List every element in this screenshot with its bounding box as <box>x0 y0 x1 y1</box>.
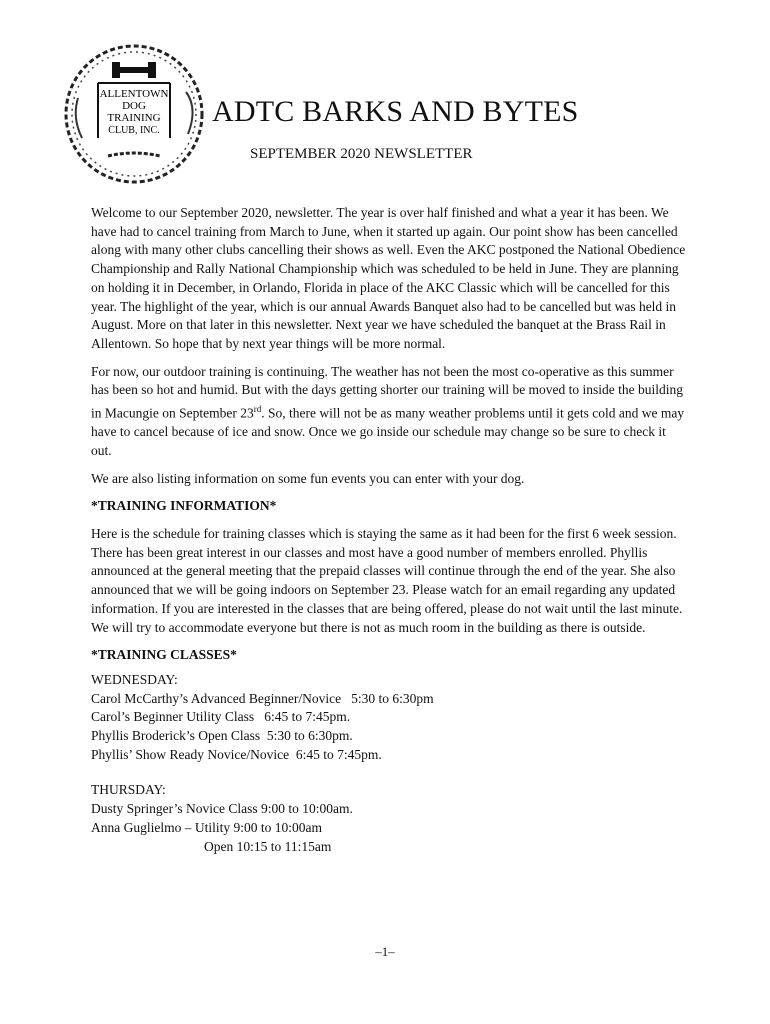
paragraph-schedule-info: Here is the schedule for training classes which is staying the same as it had been for the first 6 week session. There has been great interest in our classes and most have a good number of members enrolled. Phyllis announced at the general meeting that the prepaid classes will continue through the end of the year. She also announced that we will be going indoors on September 23. Please watch for an email regarding any updated information. If you are interested in the classes that are being offered, please do not wait until the last minute. We will try to accommodate everyone but there is not as much room in the building as there is outside. <box>91 526 683 635</box>
logo-line-3: TRAINING <box>107 112 161 124</box>
wednesday-schedule <box>91 671 689 765</box>
logo-line-2: DOG <box>122 100 146 112</box>
training-classes-heading: *TRAINING CLASSES* <box>91 647 237 663</box>
paragraph-outdoor-text-b: . So, there will not be as many weather problems until it gets cold and we may have to cancel because of ice and snow. Once we go inside our schedule may change so be sure to check it out. <box>91 405 685 458</box>
ordinal-suffix: rd <box>253 404 262 415</box>
paragraph-outdoor-text-a: For now, our outdoor training is continuing. The weather has not been the most co-operative as this summer has been so hot and humid. But with the days getting shorter our training will be moved to inside the building in Macungie on September 23 <box>91 363 684 421</box>
wednesday-label: WEDNESDAY: <box>91 671 178 687</box>
logo-line-4: CLUB, INC. <box>108 125 160 136</box>
paragraph-fun-events: We are also listing information on some fun events you can enter with your dog. <box>91 470 525 486</box>
class-entry-indented: Open 10:15 to 11:15am <box>204 838 332 854</box>
paragraph-outdoor-training <box>91 363 689 461</box>
class-entry: Carol’s Beginner Utility Class 6:45 to 7:45pm. <box>91 709 351 725</box>
class-entry: Dusty Springer’s Novice Class 9:00 to 10:00am. <box>91 801 353 817</box>
page-number: –1– <box>375 944 395 959</box>
newsletter-title: ADTC BARKS AND BYTES <box>212 95 579 128</box>
thursday-label: THURSDAY: <box>91 782 166 798</box>
newsletter-subtitle: SEPTEMBER 2020 NEWSLETTER <box>250 146 473 162</box>
logo-line-1: ALLENTOWN <box>99 88 169 100</box>
paragraph-welcome: Welcome to our September 2020, newsletter. The year is over half finished and what a year it has been. We have had to cancel training from March to June, when it started up again. Our point show has been cancelled along with many other clubs cancelling their shows as well. Even the AKC postponed the National Obedience Championship and Rally National Championship which was scheduled to be held in June. They are planning on holding it in December, in Orlando, Florida in place of the AKC Classic which will be cancelled for this year. The highlight of the year, which is our annual Awards Banquet also had to be cancelled but was held in August. More on that later in this newsletter. Next year we have scheduled the banquet at the Brass Rail in Allentown. So hope that by next year things will be more normal. <box>91 205 686 351</box>
club-logo-icon <box>58 38 210 190</box>
class-entry: Phyllis Broderick’s Open Class 5:30 to 6:30pm. <box>91 728 353 744</box>
club-logo <box>58 38 210 190</box>
class-entry: Anna Guglielmo – Utility 9:00 to 10:00am <box>91 819 322 835</box>
class-entry: Phyllis’ Show Ready Novice/Novice 6:45 to 7:45pm. <box>91 746 382 762</box>
thursday-schedule <box>91 781 689 856</box>
newsletter-body <box>91 204 689 856</box>
class-entry: Carol McCarthy’s Advanced Beginner/Novice 5:30 to 6:30pm <box>91 690 434 706</box>
training-info-heading: *TRAINING INFORMATION* <box>91 498 277 514</box>
